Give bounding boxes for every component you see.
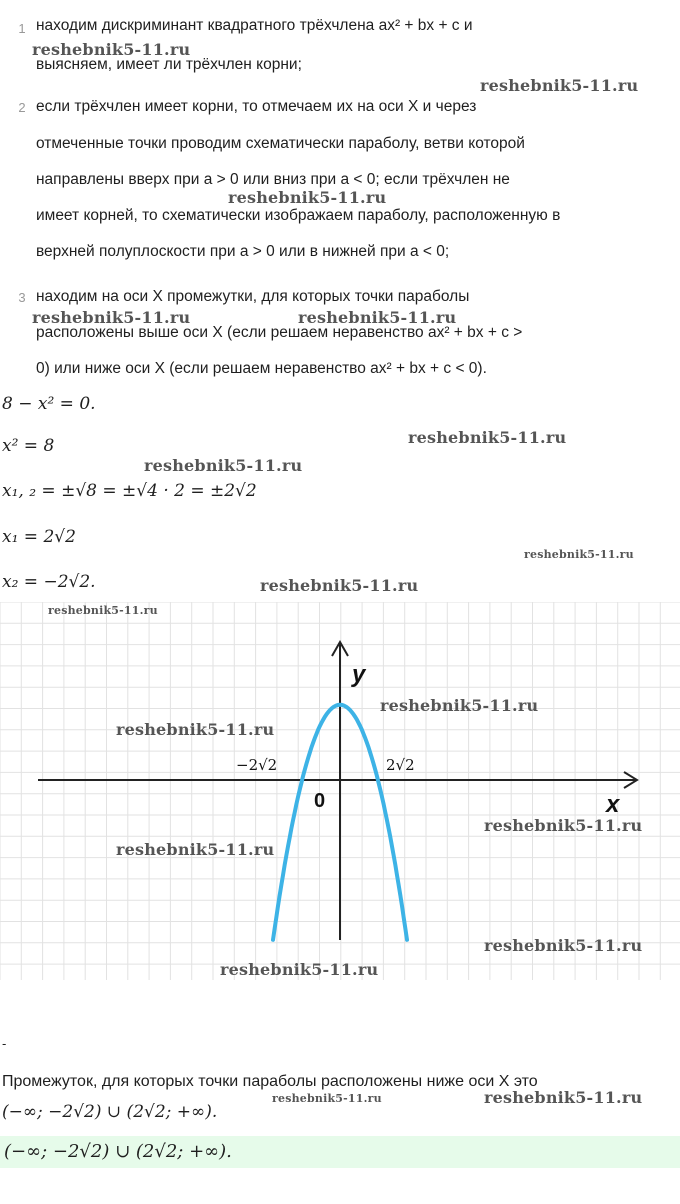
step-2-line-4: имеет корней, то схематически изображаем параболу, расположенную в <box>36 207 561 224</box>
answer-box <box>0 1136 680 1168</box>
watermark: reshebnik5-11.ru <box>220 960 379 979</box>
step-3-line-3: 0) или ниже оси X (если решаем неравенство ax² + bx + c < 0). <box>36 360 487 377</box>
x-axis-label: x <box>606 791 620 818</box>
watermark: reshebnik5-11.ru <box>272 1092 382 1105</box>
watermark: reshebnik5-11.ru <box>484 1088 643 1107</box>
step-1-line-2: выясняем, имеет ли трёхчлен корни; <box>36 56 302 73</box>
step-2-line-1: если трёхчлен имеет корни, то отмечаем их на оси X и через <box>36 98 477 115</box>
conclusion-line-2: (−∞; −2√2) ∪ (2√2; +∞). <box>2 1102 218 1122</box>
watermark: reshebnik5-11.ru <box>408 428 567 447</box>
watermark: reshebnik5-11.ru <box>32 308 191 327</box>
equation-1: 8 − x² = 0. <box>2 394 96 414</box>
equation-5: x₂ = −2√2. <box>2 572 96 592</box>
step-number-1: 1 <box>18 21 26 36</box>
watermark: reshebnik5-11.ru <box>116 720 275 739</box>
step-3-line-1: находим на оси X промежутки, для которых точки параболы <box>36 288 470 305</box>
equation-3: x₁, ₂ = ±√8 = ±√4 · 2 = ±2√2 <box>2 481 257 501</box>
watermark: reshebnik5-11.ru <box>480 76 639 95</box>
watermark: reshebnik5-11.ru <box>116 840 275 859</box>
equation-4: x₁ = 2√2 <box>2 527 76 547</box>
equation-2: x² = 8 <box>2 436 55 456</box>
step-2-line-2: отмеченные точки проводим схематически параболу, ветви которой <box>36 135 525 152</box>
watermark: reshebnik5-11.ru <box>524 548 634 561</box>
step-2-line-3: направлены вверх при a > 0 или вниз при a < 0; если трёхчлен не <box>36 171 510 188</box>
step-2-line-5: верхней полуплоскости при a > 0 или в нижней при a < 0; <box>36 243 450 260</box>
dash-mark: - <box>2 1036 7 1051</box>
watermark: reshebnik5-11.ru <box>298 308 457 327</box>
watermark: reshebnik5-11.ru <box>260 576 419 595</box>
answer-text: (−∞; −2√2) ∪ (2√2; +∞). <box>4 1141 232 1162</box>
watermark: reshebnik5-11.ru <box>32 40 191 59</box>
watermark: reshebnik5-11.ru <box>144 456 303 475</box>
step-number-3: 3 <box>18 290 26 305</box>
watermark: reshebnik5-11.ru <box>228 188 387 207</box>
origin-label: 0 <box>314 790 326 812</box>
right-root-label: 2√2 <box>386 756 415 774</box>
left-root-label: −2√2 <box>236 756 278 774</box>
parabola-graph <box>0 602 680 980</box>
watermark: reshebnik5-11.ru <box>48 604 158 617</box>
watermark: reshebnik5-11.ru <box>380 696 539 715</box>
watermark: reshebnik5-11.ru <box>484 816 643 835</box>
watermark: reshebnik5-11.ru <box>484 936 643 955</box>
conclusion-line-1: Промежуток, для которых точки параболы расположены ниже оси X это <box>2 1073 538 1090</box>
step-3-line-2: расположены выше оси X (если решаем неравенство ax² + bx + c > <box>36 324 523 341</box>
step-number-2: 2 <box>18 100 26 115</box>
y-axis-label: y <box>352 661 366 688</box>
step-1-line-1: находим дискриминант квадратного трёхчлена ax² + bx + c и <box>36 17 473 34</box>
